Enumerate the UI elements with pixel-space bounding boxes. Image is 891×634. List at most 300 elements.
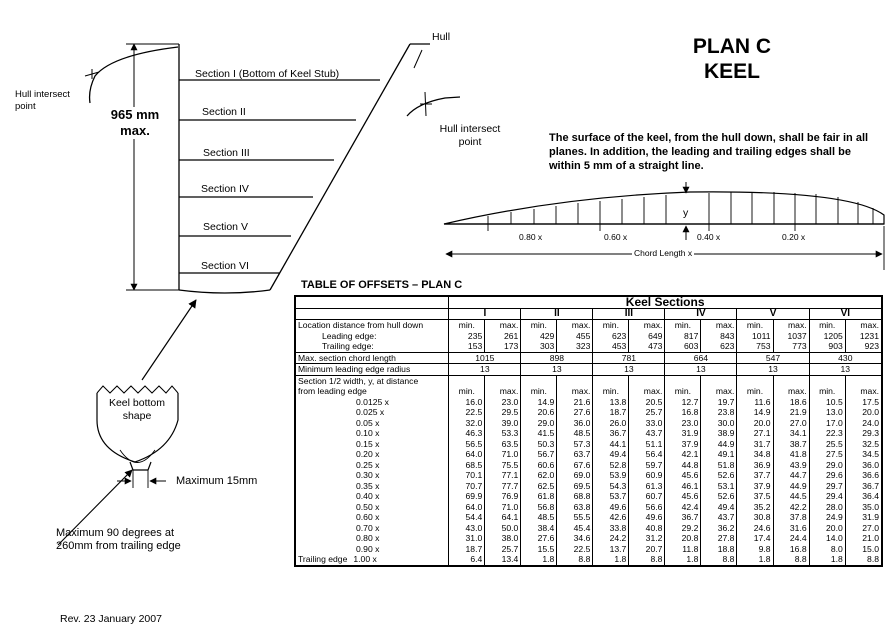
half-width-label-1: Section 1/2 width, y, at distance xyxy=(295,375,449,386)
trailing-offset-value: 1.8 xyxy=(665,554,701,566)
min-header: min. xyxy=(449,386,485,397)
offset-value: 76.9 xyxy=(485,491,521,502)
offset-value: 50.3 xyxy=(521,439,557,450)
offset-value: 23.0 xyxy=(485,397,521,408)
offset-row xyxy=(295,481,882,492)
leading-edge-value: 261 xyxy=(485,331,521,342)
offset-value: 23.0 xyxy=(665,418,701,429)
offset-value: 16.8 xyxy=(773,544,809,555)
depth-value: 965 mm xyxy=(110,107,160,122)
bottom-shape-arrow xyxy=(142,300,196,380)
section-numeral-1: I xyxy=(449,308,521,320)
min-header: min. xyxy=(809,320,845,331)
offset-row xyxy=(295,523,882,534)
keel-surface-description: The surface of the keel, from the hull down, shall be fair in all planes. In addition, the leading and trailing edges shall be within 5 mm of a straight line. xyxy=(549,132,869,172)
offset-row xyxy=(295,407,882,418)
offset-value: 41.5 xyxy=(521,428,557,439)
table-header-row xyxy=(295,296,882,308)
offset-value: 30.8 xyxy=(737,512,773,523)
offset-value: 27.1 xyxy=(737,428,773,439)
offset-value: 62.0 xyxy=(521,470,557,481)
offset-value: 37.9 xyxy=(737,481,773,492)
section-5-label: Section V xyxy=(203,221,248,233)
offset-value: 18.6 xyxy=(773,397,809,408)
offset-station-label: 0.70 x xyxy=(295,523,449,534)
offset-value: 52.6 xyxy=(701,470,737,481)
offset-value: 14.0 xyxy=(809,533,845,544)
leading-edge-value: 817 xyxy=(665,331,701,342)
max-header: max. xyxy=(485,320,521,331)
section-numeral-5: V xyxy=(737,308,809,320)
offset-value: 51.1 xyxy=(629,439,665,450)
offset-value: 13.7 xyxy=(593,544,629,555)
trailing-edge-value: 603 xyxy=(665,341,701,352)
section-3-label: Section III xyxy=(203,147,250,159)
offset-value: 70.7 xyxy=(449,481,485,492)
table-blank-cell xyxy=(665,375,701,386)
offset-value: 41.8 xyxy=(773,449,809,460)
offset-value: 18.7 xyxy=(449,544,485,555)
table-blank-cell xyxy=(809,375,845,386)
offset-value: 43.7 xyxy=(629,428,665,439)
offset-value: 12.7 xyxy=(665,397,701,408)
offset-row xyxy=(295,418,882,429)
offset-value: 53.7 xyxy=(593,491,629,502)
offset-station-label: 0.20 x xyxy=(295,449,449,460)
table-blank-cell xyxy=(593,375,629,386)
trailing-offset-name: Trailing edge xyxy=(298,554,348,564)
max-header: max. xyxy=(557,320,593,331)
offset-row xyxy=(295,491,882,502)
offset-row xyxy=(295,439,882,450)
trailing-offset-value: 1.8 xyxy=(809,554,845,566)
trailing-offset-value: 8.8 xyxy=(557,554,593,566)
max-header: max. xyxy=(845,320,882,331)
plan-title xyxy=(676,34,788,84)
offset-row xyxy=(295,544,882,555)
offset-station-label: 0.60 x xyxy=(295,512,449,523)
depth-dimension-label xyxy=(103,107,167,139)
trailing-offset-row xyxy=(295,554,882,566)
offset-value: 32.5 xyxy=(845,439,882,450)
keel-cross-section xyxy=(444,192,884,224)
offset-value: 64.0 xyxy=(449,449,485,460)
offset-value: 56.6 xyxy=(629,502,665,513)
offset-value: 15.0 xyxy=(845,544,882,555)
offset-value: 22.3 xyxy=(809,428,845,439)
offset-value: 36.0 xyxy=(557,418,593,429)
trailing-edge-value: 173 xyxy=(485,341,521,352)
offset-value: 49.4 xyxy=(593,449,629,460)
min-radius-value: 13 xyxy=(593,364,665,376)
half-width-y-label: y xyxy=(683,207,689,219)
offset-value: 20.0 xyxy=(845,407,882,418)
offset-value: 25.5 xyxy=(809,439,845,450)
offset-value: 27.6 xyxy=(557,407,593,418)
offset-value: 37.8 xyxy=(773,512,809,523)
table-blank-cell xyxy=(449,375,485,386)
offset-value: 53.9 xyxy=(593,470,629,481)
offset-value: 37.5 xyxy=(737,491,773,502)
station-080-label: 0.80 x xyxy=(519,232,543,242)
min-header: min. xyxy=(737,386,773,397)
trailing-edge-value: 753 xyxy=(737,341,773,352)
max-angle-note: Maximum 90 degrees at 260mm from trailing edge xyxy=(56,527,181,552)
offset-value: 44.7 xyxy=(773,470,809,481)
offset-value: 29.0 xyxy=(521,418,557,429)
offset-station-label: 0.025 x xyxy=(295,407,449,418)
keel-bottom-shape-label: Keel bottom shape xyxy=(108,397,166,422)
offset-value: 64.1 xyxy=(485,512,521,523)
station-040-label: 0.40 x xyxy=(697,232,721,242)
offset-value: 29.5 xyxy=(485,407,521,418)
offset-value: 21.0 xyxy=(845,533,882,544)
trailing-offset-value: 1.8 xyxy=(521,554,557,566)
offset-value: 63.8 xyxy=(557,502,593,513)
offset-value: 71.0 xyxy=(485,449,521,460)
offset-row xyxy=(295,460,882,471)
offset-value: 33.8 xyxy=(593,523,629,534)
offset-value: 8.0 xyxy=(809,544,845,555)
trailing-edge-value: 323 xyxy=(557,341,593,352)
offset-value: 45.6 xyxy=(665,491,701,502)
offset-value: 60.6 xyxy=(521,460,557,471)
section-6-label: Section VI xyxy=(201,260,249,272)
section-numeral-2: II xyxy=(521,308,593,320)
max-header: max. xyxy=(845,386,882,397)
offset-value: 24.2 xyxy=(593,533,629,544)
offset-value: 24.6 xyxy=(737,523,773,534)
offset-value: 29.7 xyxy=(809,481,845,492)
max-chord-value: 430 xyxy=(809,352,882,364)
offset-value: 31.6 xyxy=(773,523,809,534)
chord-length-label: Chord Length x xyxy=(634,248,693,258)
offset-value: 36.7 xyxy=(665,512,701,523)
offset-value: 67.6 xyxy=(557,460,593,471)
offset-row xyxy=(295,449,882,460)
offset-value: 43.9 xyxy=(773,460,809,471)
offset-value: 45.6 xyxy=(665,470,701,481)
trailing-offset-value: 8.8 xyxy=(629,554,665,566)
offset-value: 77.7 xyxy=(485,481,521,492)
min-header: min. xyxy=(665,320,701,331)
offset-value: 10.5 xyxy=(809,397,845,408)
offset-value: 11.6 xyxy=(737,397,773,408)
offset-value: 19.7 xyxy=(701,397,737,408)
table-blank-cell xyxy=(485,375,521,386)
offset-value: 34.8 xyxy=(737,449,773,460)
offset-value: 38.4 xyxy=(521,523,557,534)
offset-value: 29.3 xyxy=(845,428,882,439)
leading-edge-value: 843 xyxy=(701,331,737,342)
offset-value: 70.1 xyxy=(449,470,485,481)
offset-value: 42.6 xyxy=(593,512,629,523)
offset-value: 43.7 xyxy=(701,512,737,523)
offset-value: 64.0 xyxy=(449,502,485,513)
station-060-label: 0.60 x xyxy=(604,232,628,242)
offset-value: 46.1 xyxy=(665,481,701,492)
offset-value: 33.0 xyxy=(629,418,665,429)
offset-value: 29.2 xyxy=(665,523,701,534)
leading-edge-label: Leading edge: xyxy=(295,331,449,342)
offset-row xyxy=(295,470,882,481)
offset-value: 69.0 xyxy=(557,470,593,481)
min-header: min. xyxy=(593,386,629,397)
plan-title-line-1: PLAN C xyxy=(692,35,772,58)
table-header-blank xyxy=(295,296,449,308)
keel-sections-header: Keel Sections xyxy=(449,296,882,308)
offsets-table-title: TABLE OF OFFSETS – PLAN C xyxy=(301,279,463,291)
offset-value: 29.6 xyxy=(809,470,845,481)
offset-value: 38.7 xyxy=(773,439,809,450)
offset-value: 15.5 xyxy=(521,544,557,555)
leading-edge-value: 235 xyxy=(449,331,485,342)
offset-value: 77.1 xyxy=(485,470,521,481)
offset-value: 36.0 xyxy=(845,460,882,471)
offset-value: 22.5 xyxy=(557,544,593,555)
offset-value: 54.3 xyxy=(593,481,629,492)
offset-value: 38.0 xyxy=(485,533,521,544)
offset-value: 39.0 xyxy=(485,418,521,429)
offset-value: 32.0 xyxy=(449,418,485,429)
offset-value: 36.2 xyxy=(701,523,737,534)
trailing-edge-value: 903 xyxy=(809,341,845,352)
leading-edge-value: 1037 xyxy=(773,331,809,342)
offset-value: 68.8 xyxy=(557,491,593,502)
offset-value: 69.5 xyxy=(557,481,593,492)
station-020-label: 0.20 x xyxy=(782,232,806,242)
offset-value: 55.5 xyxy=(557,512,593,523)
offset-station-label: 0.80 x xyxy=(295,533,449,544)
table-blank-cell xyxy=(557,375,593,386)
offset-value: 44.9 xyxy=(773,481,809,492)
min-header: min. xyxy=(449,320,485,331)
max-chord-value: 547 xyxy=(737,352,809,364)
offset-value: 34.5 xyxy=(845,449,882,460)
offset-value: 51.8 xyxy=(701,460,737,471)
max-chord-label: Max. section chord length xyxy=(295,352,449,364)
offset-value: 31.7 xyxy=(737,439,773,450)
offset-value: 49.6 xyxy=(629,512,665,523)
offset-value: 49.4 xyxy=(701,502,737,513)
offset-value: 44.8 xyxy=(665,460,701,471)
offset-station-label: 0.50 x xyxy=(295,502,449,513)
offset-value: 34.6 xyxy=(557,533,593,544)
offset-value: 18.7 xyxy=(593,407,629,418)
trailing-edge-row xyxy=(295,341,882,352)
offset-value: 21.6 xyxy=(557,397,593,408)
offset-value: 25.7 xyxy=(629,407,665,418)
offset-value: 22.5 xyxy=(449,407,485,418)
offset-row xyxy=(295,533,882,544)
offset-value: 36.7 xyxy=(593,428,629,439)
offset-value: 14.9 xyxy=(737,407,773,418)
leading-edge-value: 455 xyxy=(557,331,593,342)
min-radius-value: 13 xyxy=(521,364,593,376)
offset-value: 13.8 xyxy=(593,397,629,408)
offset-station-label: 0.25 x xyxy=(295,460,449,471)
offset-value: 27.8 xyxy=(701,533,737,544)
table-blank-cell xyxy=(295,308,449,320)
offset-value: 37.9 xyxy=(665,439,701,450)
trailing-edge-value: 303 xyxy=(521,341,557,352)
offset-value: 44.5 xyxy=(773,491,809,502)
trailing-offset-station: 1.00 x xyxy=(353,554,377,564)
leading-edge-value: 1205 xyxy=(809,331,845,342)
offset-value: 31.9 xyxy=(665,428,701,439)
offset-value: 17.0 xyxy=(809,418,845,429)
max-header: max. xyxy=(629,320,665,331)
table-blank-cell xyxy=(737,375,773,386)
max-chord-value: 781 xyxy=(593,352,665,364)
offset-value: 61.3 xyxy=(629,481,665,492)
half-width-label-row-2 xyxy=(295,386,882,397)
offset-value: 52.6 xyxy=(701,491,737,502)
table-section-numerals-row xyxy=(295,308,882,320)
offset-value: 31.9 xyxy=(845,512,882,523)
offset-value: 9.8 xyxy=(737,544,773,555)
trailing-edge-line xyxy=(270,44,410,290)
offset-row xyxy=(295,512,882,523)
leading-edge-value: 1011 xyxy=(737,331,773,342)
offset-value: 37.7 xyxy=(737,470,773,481)
max-chord-row xyxy=(295,352,882,364)
offset-value: 44.1 xyxy=(593,439,629,450)
offset-value: 27.5 xyxy=(809,449,845,460)
offset-value: 30.0 xyxy=(701,418,737,429)
offset-value: 36.9 xyxy=(737,460,773,471)
min-header: min. xyxy=(521,386,557,397)
offset-value: 42.2 xyxy=(773,502,809,513)
hull-intersect-right-label: Hull intersect point xyxy=(439,123,501,148)
min-header: min. xyxy=(593,320,629,331)
offset-value: 27.0 xyxy=(845,523,882,534)
offset-value: 24.9 xyxy=(809,512,845,523)
offset-value: 17.5 xyxy=(845,397,882,408)
offset-value: 24.4 xyxy=(773,533,809,544)
offset-value: 24.0 xyxy=(845,418,882,429)
offset-value: 35.0 xyxy=(845,502,882,513)
leading-edge-value: 1231 xyxy=(845,331,882,342)
offset-station-label: 0.35 x xyxy=(295,481,449,492)
max-chord-value: 1015 xyxy=(449,352,521,364)
section-4-label: Section IV xyxy=(201,183,249,195)
offset-value: 20.0 xyxy=(809,523,845,534)
offset-value: 40.8 xyxy=(629,523,665,534)
offset-value: 44.9 xyxy=(701,439,737,450)
offset-value: 16.0 xyxy=(449,397,485,408)
offset-value: 60.9 xyxy=(629,470,665,481)
max-width-label: Maximum 15mm xyxy=(176,475,258,487)
trailing-edge-value: 923 xyxy=(845,341,882,352)
offset-value: 56.4 xyxy=(629,449,665,460)
offset-value: 53.1 xyxy=(701,481,737,492)
offset-value: 56.8 xyxy=(521,502,557,513)
offset-value: 20.5 xyxy=(629,397,665,408)
offset-value: 36.6 xyxy=(845,470,882,481)
offset-value: 35.2 xyxy=(737,502,773,513)
offset-value: 31.2 xyxy=(629,533,665,544)
offset-value: 21.9 xyxy=(773,407,809,418)
offset-value: 20.8 xyxy=(665,533,701,544)
half-width-label-2: from leading edge xyxy=(295,386,449,397)
offset-value: 53.3 xyxy=(485,428,521,439)
location-label: Location distance from hull down xyxy=(295,320,449,331)
offset-value: 48.5 xyxy=(521,512,557,523)
offset-value: 18.8 xyxy=(701,544,737,555)
max-header: max. xyxy=(773,386,809,397)
plan-title-line-2: KEEL xyxy=(703,60,760,83)
trailing-offset-value: 8.8 xyxy=(701,554,737,566)
offset-value: 23.8 xyxy=(701,407,737,418)
offset-value: 13.0 xyxy=(809,407,845,418)
offset-value: 27.6 xyxy=(521,533,557,544)
offset-value: 71.0 xyxy=(485,502,521,513)
min-radius-row xyxy=(295,364,882,376)
offset-value: 31.0 xyxy=(449,533,485,544)
trailing-edge-value: 453 xyxy=(593,341,629,352)
location-row xyxy=(295,320,882,331)
hull-curve-right xyxy=(407,97,460,116)
max-header: max. xyxy=(773,320,809,331)
offset-value: 68.5 xyxy=(449,460,485,471)
min-header: min. xyxy=(809,386,845,397)
revision-date: Rev. 23 January 2007 xyxy=(60,613,162,625)
trailing-edge-value: 153 xyxy=(449,341,485,352)
min-radius-label: Minimum leading edge radius xyxy=(295,364,449,376)
offset-station-label: 0.0125 x xyxy=(295,397,449,408)
max-header: max. xyxy=(557,386,593,397)
min-radius-value: 13 xyxy=(737,364,809,376)
trailing-offset-value: 6.4 xyxy=(449,554,485,566)
offset-value: 69.9 xyxy=(449,491,485,502)
trailing-offset-value: 8.8 xyxy=(845,554,882,566)
offset-value: 56.5 xyxy=(449,439,485,450)
offset-value: 28.0 xyxy=(809,502,845,513)
max-header: max. xyxy=(701,320,737,331)
trailing-offset-value: 13.4 xyxy=(485,554,521,566)
offset-value: 29.0 xyxy=(809,460,845,471)
trailing-edge-value: 473 xyxy=(629,341,665,352)
offset-value: 60.7 xyxy=(629,491,665,502)
max-header: max. xyxy=(629,386,665,397)
offset-row xyxy=(295,428,882,439)
offset-value: 63.5 xyxy=(485,439,521,450)
offset-value: 62.5 xyxy=(521,481,557,492)
offset-value: 36.4 xyxy=(845,491,882,502)
section-2-label: Section II xyxy=(202,106,246,118)
trailing-edge-value: 623 xyxy=(701,341,737,352)
offset-value: 17.4 xyxy=(737,533,773,544)
table-blank-cell xyxy=(629,375,665,386)
offset-value: 52.8 xyxy=(593,460,629,471)
leading-edge-value: 429 xyxy=(521,331,557,342)
offset-value: 56.7 xyxy=(521,449,557,460)
section-1-label: Section I (Bottom of Keel Stub) xyxy=(195,68,340,80)
trailing-edge-label: Trailing edge: xyxy=(295,341,449,352)
max-chord-value: 664 xyxy=(665,352,737,364)
offset-value: 26.0 xyxy=(593,418,629,429)
hull-leader xyxy=(414,50,422,68)
offset-value: 75.5 xyxy=(485,460,521,471)
trailing-offset-label xyxy=(295,554,449,566)
offsets-table xyxy=(294,295,883,567)
offset-value: 42.4 xyxy=(665,502,701,513)
table-blank-cell xyxy=(773,375,809,386)
trailing-offset-value: 8.8 xyxy=(773,554,809,566)
offset-value: 27.0 xyxy=(773,418,809,429)
table-blank-cell xyxy=(521,375,557,386)
